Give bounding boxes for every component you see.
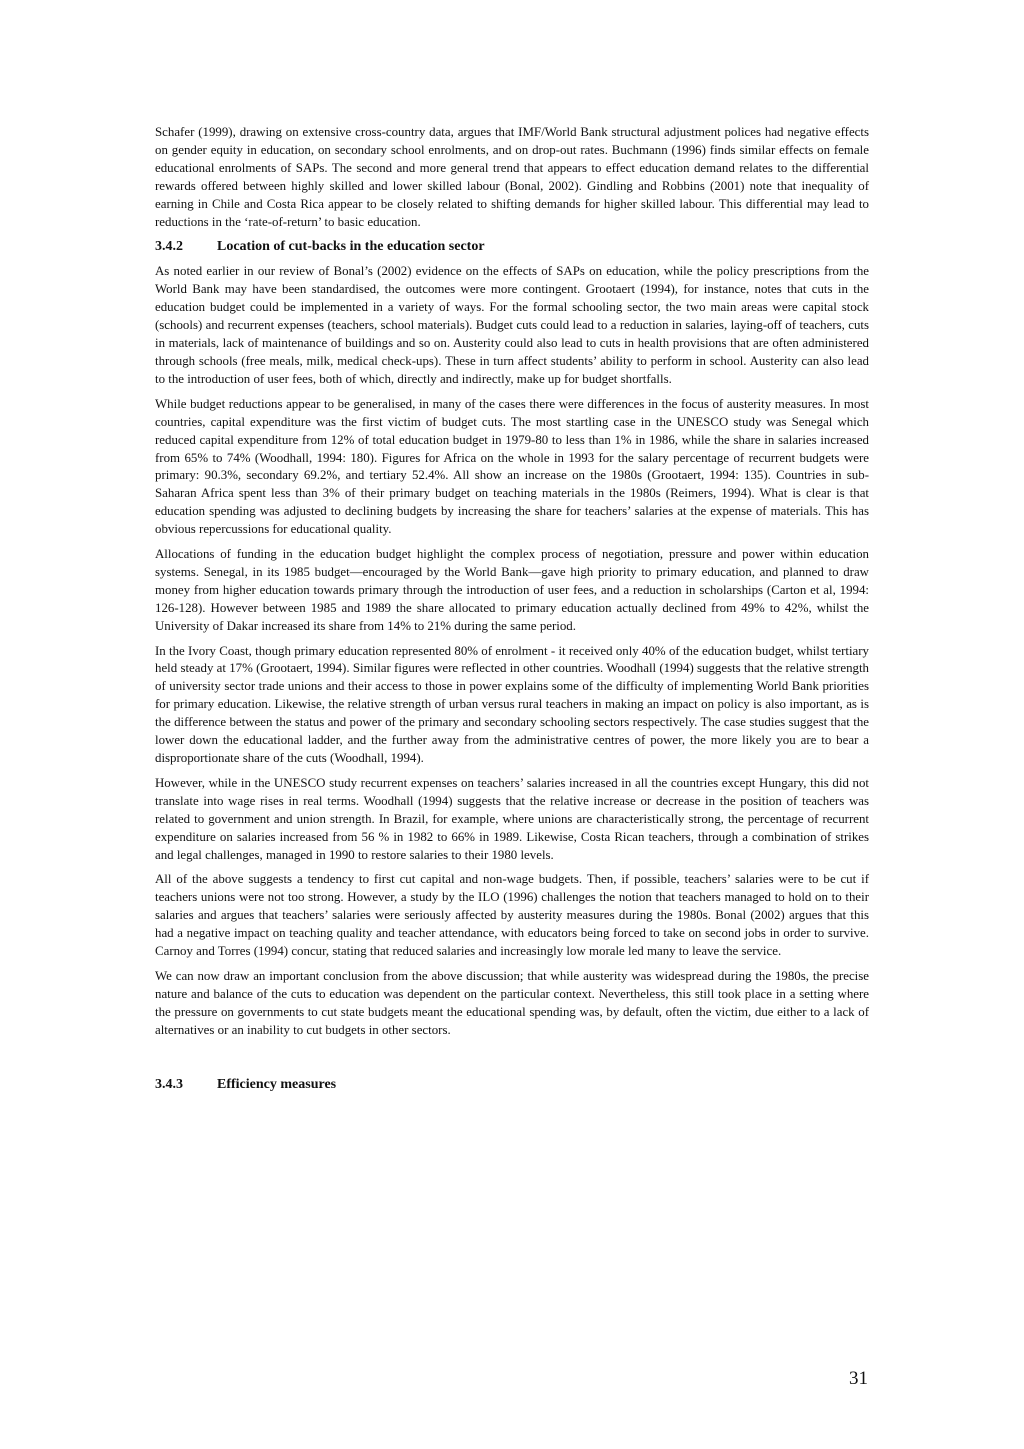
paragraph-cutbacks-5: However, while in the UNESCO study recurrent expenses on teachers’ salaries increased in all the countries except Hungary, this did not translate into wage rises in real terms. Woodhall (1994) suggests that the relative increase or decrease in the position of teachers was related to government and union strength. In Brazil, for example, where unions are characteristically strong, the percentage of recurrent expenditure on salaries increased from 56 % in 1982 to 66% in 1989. Likewise, Costa Rican teachers, through a combination of strikes and legal challenges, managed in 1990 to restore salaries to their 1980 levels.	[155, 775, 869, 862]
paragraph-cutbacks-2: While budget reductions appear to be generalised, in many of the cases there were differences in the focus of austerity measures. In most countries, capital expenditure was the first victim of budget cuts. The most startling case in the UNESCO study was Senegal which reduced capital expenditure from 12% of total education budget in 1979-80 to less than 1% in 1986, while the share in salaries increased from 65% to 74% (Woodhall, 1994: 180). Figures for Africa on the whole in 1993 for the salary percentage of recurrent budgets were primary: 90.3%, secondary 69.2%, and tertiary 52.4%. All show an increase on the 1980s (Grootaert, 1994: 135). Countries in sub-Saharan Africa spent less than 3% of their primary budget on teaching materials in the 1980s (Reimers, 1994). What is clear is that education spending was adjusted to declining budgets by increasing the share for teachers’ salaries at the expense of materials. This has obvious repercussions for educational quality.	[155, 396, 869, 537]
document-page	[155, 124, 869, 1101]
section-heading-3-4-2	[155, 238, 869, 256]
paragraph-cutbacks-7: We can now draw an important conclusion from the above discussion; that while austerity was widespread during the 1980s, the precise nature and balance of the cuts to education was dependent on the particular context. Nevertheless, this still took place in a setting where the pressure on governments to cut state budgets meant the educational spending was, by default, often the victim, due either to a lack of alternatives or an inability to cut budgets in other sectors.	[155, 968, 869, 1037]
section-number: 3.4.2	[155, 239, 183, 255]
page-number: 31	[849, 1368, 868, 1389]
paragraph-cutbacks-1: As noted earlier in our review of Bonal’s (2002) evidence on the effects of SAPs on education, while the policy prescriptions from the World Bank may have been standardised, the outcomes were more contingent. Grootaert (1994), for instance, notes that cuts in the education budget could be implemented in a variety of ways. For the formal schooling sector, the two main areas were capital stock (schools) and recurrent expenses (teachers, school materials). Budget cuts could lead to a reduction in salaries, laying-off of teachers, cuts in materials, lack of maintenance of buildings and so on. Austerity could also lead to cuts in health provisions that are often administered through schools (free meals, milk, medical check-ups). These in turn affect students’ ability to perform in school. Austerity can also lead to the introduction of user fees, both of which, directly and indirectly, make up for budget shortfalls.	[155, 264, 869, 386]
section-number: 3.4.3	[155, 1076, 183, 1092]
paragraph-cutbacks-4: In the Ivory Coast, though primary education represented 80% of enrolment - it received only 40% of the education budget, whilst tertiary held steady at 17% (Grootaert, 1994). Similar figures were reflected in other countries. Woodhall (1994) suggests that the relative strength of university sector trade unions and their access to those in power explains some of the difficulty of implementing World Bank priorities for primary education. Likewise, the relative strength of urban versus rural teachers in making an impact on policy is also important, as is the difference between the status and power of the primary and secondary schooling sectors respectively. The case studies suggest that the lower down the educational ladder, and the further away from the administrative centres of power, the more likely you are to bear a disproportionate share of the cuts (Woodhall, 1994).	[155, 643, 869, 765]
paragraph-cutbacks-6: All of the above suggests a tendency to first cut capital and non-wage budgets. Then, if possible, teachers’ salaries were to be cut if teachers unions were not too strong. However, a study by the ILO (1996) challenges the notion that teachers managed to hold on to their salaries and argues that teachers’ salaries were seriously affected by austerity measures during the 1980s. Bonal (2002) argues that this had a negative impact on teaching quality and teacher attendance, with educators being forced to take on second jobs in order to survive. Carnoy and Torres (1994) concur, stating that reduced salaries and increasingly low morale led many to leave the service.	[155, 872, 869, 959]
intro-paragraph: Schafer (1999), drawing on extensive cross-country data, argues that IMF/World Bank structural adjustment polices had negative effects on gender equity in education, on secondary school enrolments, and on drop-out rates. Buchmann (1996) finds similar effects on female educational enrolments of SAPs. The second and more general trend that appears to effect education demand relates to the differential rewards offered between highly skilled and lower skilled labour (Bonal, 2002). Gindling and Robbins (2001) note that inequality of earning in Chile and Costa Rica appear to be closely related to shifting demands for higher skilled labour. This differential may lead to reductions in the ‘rate-of-return’ to basic education.	[155, 125, 869, 229]
section-title: Efficiency measures	[217, 1076, 337, 1092]
section-title: Location of cut-backs in the education sector	[217, 239, 485, 255]
paragraph-cutbacks-3: Allocations of funding in the education budget highlight the complex process of negotiation, pressure and power within education systems. Senegal, in its 1985 budget—encouraged by the World Bank—gave high priority to primary education, and planned to draw money from higher education towards primary through the introduction of user fees, and a reduction in scholarships (Carton et al, 1994: 126-128). However between 1985 and 1989 the share allocated to primary education actually declined from 49% to 42%, whilst the University of Dakar increased its share from 14% to 21% during the same period.	[155, 547, 869, 633]
section-heading-3-4-3	[155, 1076, 869, 1094]
